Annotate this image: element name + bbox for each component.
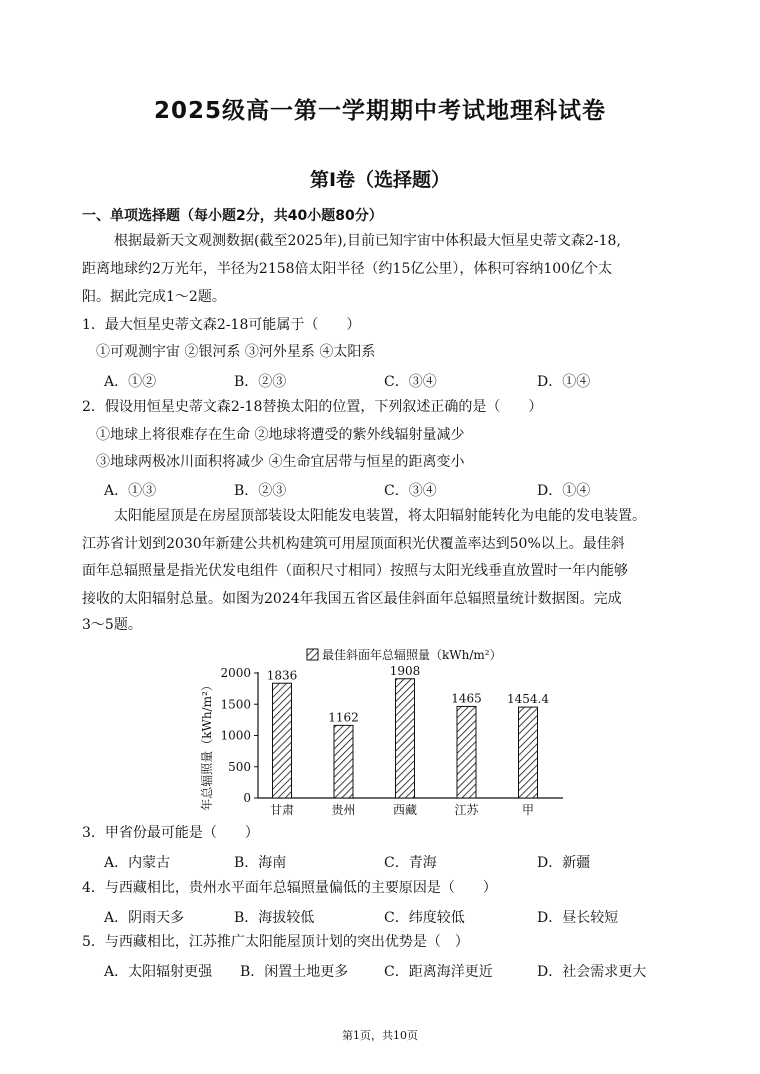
question-4-option-a[interactable]: A．阴雨天多 (104, 910, 185, 926)
question-1-option-a[interactable]: A．①② (104, 374, 157, 390)
category-label: 甘肃 (269, 803, 295, 817)
question-5-option-c[interactable]: C．距离海洋更近 (384, 964, 493, 980)
passage-1-line: 根据最新天文观测数据(截至2025年),目前已知宇宙中体积最大恒星史蒂文森2-18, (114, 233, 621, 249)
bar-3 (457, 706, 476, 798)
question-3-stem: 3．甲省份最可能是（ ） (82, 825, 259, 841)
question-2-stem: 2．假设用恒星史蒂文森2-18替换太阳的位置，下列叙述正确的是（ ） (82, 399, 543, 415)
y-axis-label: 年总辐照量（kWh/m²） (200, 679, 214, 811)
question-5-option-a[interactable]: A．太阳辐射更强 (104, 964, 213, 980)
question-4-option-b[interactable]: B．海拔较低 (234, 910, 315, 926)
question-4-option-c[interactable]: C．纬度较低 (384, 910, 465, 926)
bar-value-label: 1162 (328, 710, 359, 725)
part-title: 第Ⅰ卷（选择题） (309, 169, 451, 191)
passage-1-line: 阳。据此完成1～2题。 (82, 289, 226, 305)
bar-4 (519, 707, 538, 798)
question-5-stem: 5．与西藏相比，江苏推广太阳能屋顶计划的突出优势是（ ） (82, 934, 469, 950)
page-footer: 第1页，共10页 (342, 1029, 418, 1042)
y-tick-label: 2000 (220, 666, 251, 680)
passage-2-line: 太阳能屋顶是在房屋顶部装设太阳能发电装置，将太阳辐射能转化为电能的发电装置。 (114, 508, 646, 524)
bar-0 (273, 683, 292, 798)
question-5-option-b[interactable]: B．闲置土地更多 (240, 964, 349, 980)
question-1-option-b[interactable]: B．②③ (234, 374, 287, 390)
question-3-option-a[interactable]: A．内蒙古 (104, 855, 171, 871)
bar-1 (334, 725, 353, 798)
question-1-option-c[interactable]: C．③④ (384, 374, 437, 390)
passage-2-line: 3～5题。 (82, 617, 142, 633)
irradiance-bar-chart (195, 640, 575, 825)
question-1-items: ①可观测宇宙 ②银河系 ③河外星系 ④太阳系 (96, 344, 376, 360)
category-label: 江苏 (454, 803, 479, 817)
category-label: 西藏 (392, 803, 418, 817)
question-1-option-d[interactable]: D．①④ (537, 374, 591, 390)
section-heading: 一、单项选择题（每小题2分，共40小题80分） (82, 208, 383, 224)
bar-value-label: 1465 (451, 691, 482, 706)
passage-1-line: 距离地球约2万光年，半径为2158倍太阳半径（约15亿公里），体积可容纳100亿个太 (82, 261, 613, 277)
question-1-stem: 1．最大恒星史蒂文森2-18可能属于（ ） (82, 317, 361, 333)
question-2-option-c[interactable]: C．③④ (384, 483, 437, 499)
question-2-option-b[interactable]: B．②③ (234, 483, 287, 499)
y-tick-label: 500 (228, 759, 251, 774)
passage-2-line: 接收的太阳辐射总量。如图为2024年我国五省区最佳斜面年总辐照量统计数据图。完成 (82, 591, 622, 607)
question-3-option-c[interactable]: C．青海 (384, 855, 437, 871)
question-2-option-d[interactable]: D．①④ (537, 483, 591, 499)
bar-2 (396, 679, 415, 798)
legend-swatch (307, 649, 318, 660)
bar-value-label: 1836 (266, 668, 298, 683)
category-label: 贵州 (331, 803, 356, 817)
chart-legend (307, 647, 502, 662)
bar-value-label: 1908 (389, 663, 421, 678)
passage-2-line: 面年总辐照量是指光伏发电组件（面积尺寸相同）按照与太阳光线垂直放置时一年内能够 (82, 563, 628, 579)
category-label: 甲 (521, 803, 535, 817)
question-4-stem: 4．与西藏相比，贵州水平面年总辐照量偏低的主要原因是（ ） (82, 880, 497, 896)
exam-title: 2025级高一第一学期期中考试地理科试卷 (153, 98, 606, 124)
passage-2-line: 江苏省计划到2030年新建公共机构建筑可用屋顶面积光伏覆盖率达到50%以上。最佳斜 (82, 536, 625, 552)
y-tick-label: 1000 (220, 728, 251, 743)
question-4-option-d[interactable]: D．昼长较短 (537, 910, 619, 926)
question-3-option-d[interactable]: D．新疆 (537, 855, 591, 871)
question-2-items-line-1: ①地球上将很难存在生命 ②地球将遭受的紫外线辐射量减少 (96, 427, 465, 443)
question-3-option-b[interactable]: B．海南 (234, 855, 287, 871)
question-5-option-d[interactable]: D．社会需求更大 (537, 964, 647, 980)
y-tick-label: 1500 (220, 697, 251, 712)
question-2-items-line-2: ③地球两极冰川面积将减少 ④生命宜居带与恒星的距离变小 (96, 454, 465, 470)
question-2-option-a[interactable]: A．①③ (104, 483, 157, 499)
y-tick-label: 0 (243, 791, 251, 805)
legend-label: 最佳斜面年总辐照量（kWh/m²） (322, 648, 502, 662)
bar-value-label: 1454.4 (507, 692, 549, 707)
